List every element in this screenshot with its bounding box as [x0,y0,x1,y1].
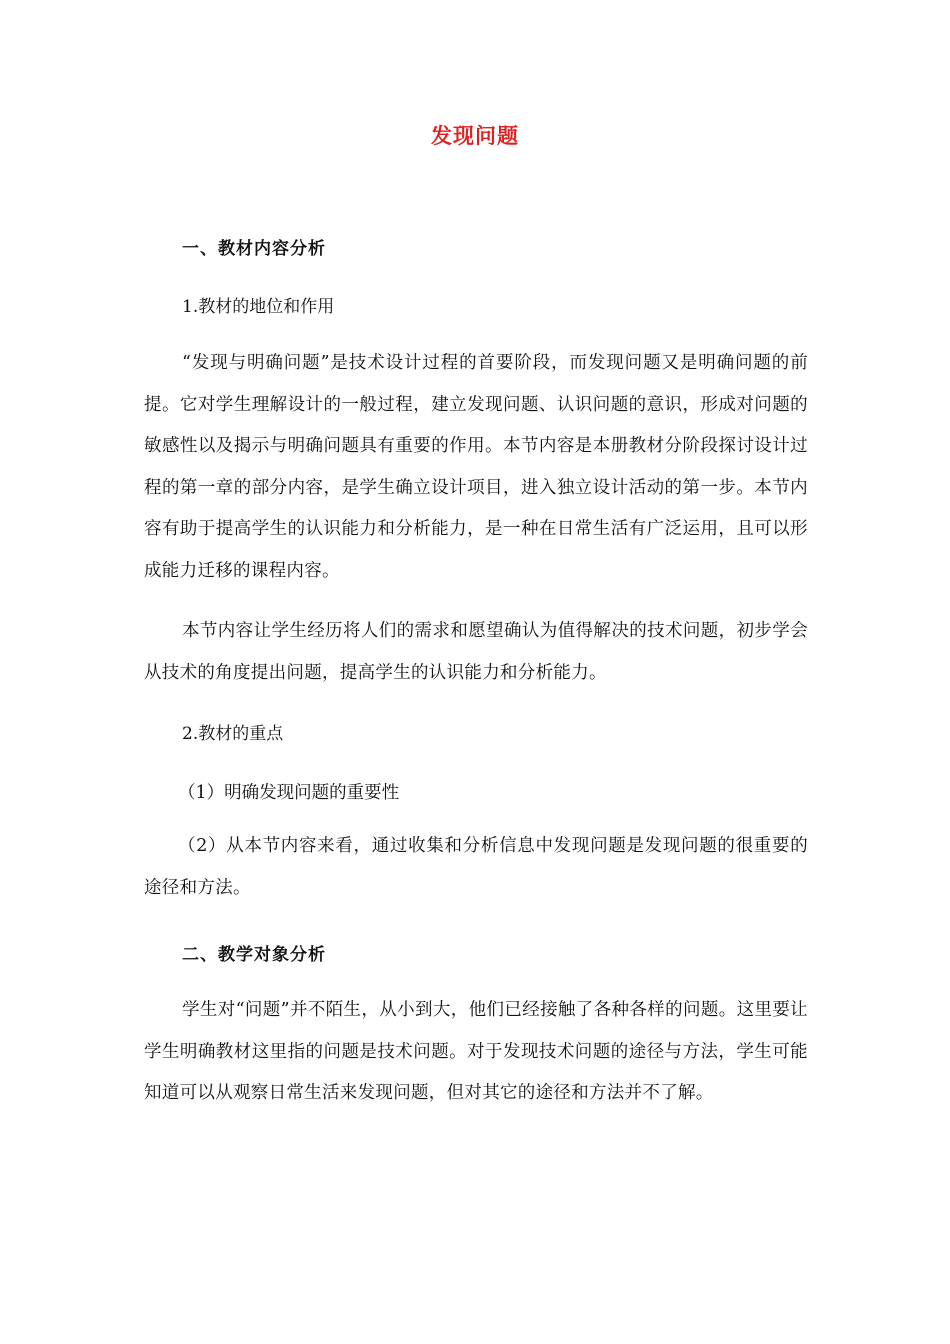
document-title: 发现问题 [431,124,519,148]
subheading-key-points: 2.教材的重点 [182,724,284,744]
section-heading-student-analysis: 二、教学对象分析 [182,945,326,965]
key-point-item-1: （1）明确发现问题的重要性 [178,783,400,803]
section-heading-material-analysis: 一、教材内容分析 [182,239,326,259]
paragraph-material-role: “发现与明确问题”是技术设计过程的首要阶段，而发现问题又是明确问题的前提。它对学生理解设计的一般过程，建立发现问题、认识问题的意识，形成对问题的敏感性以及揭示与明确问题具有重要的作用。本节内容是本册教材分阶段探讨设计过程的第一章的部分内容，是学生确立设计项目，进入独立设计活动的第一步。本节内容有助于提高学生的认识能力和分析能力，是一种在日常生活有广泛运用，且可以形成能力迁移的课程内容。 [144,353,808,581]
paragraph-student-analysis: 学生对“问题”并不陌生，从小到大，他们已经接触了各种各样的问题。这里要让学生明确教材这里指的问题是技术问题。对于发现技术问题的途径与方法，学生可能知道可以从观察日常生活来发现问题，但对其它的途径和方法并不了解。 [144,1000,808,1103]
key-point-item-2: （2）从本节内容来看，通过收集和分析信息中发现问题是发现问题的很重要的途径和方法。 [144,836,808,898]
paragraph-section-purpose: 本节内容让学生经历将人们的需求和愿望确认为值得解决的技术问题，初步学会从技术的角度提出问题，提高学生的认识能力和分析能力。 [144,621,808,683]
subheading-material-role: 1.教材的地位和作用 [182,297,335,317]
